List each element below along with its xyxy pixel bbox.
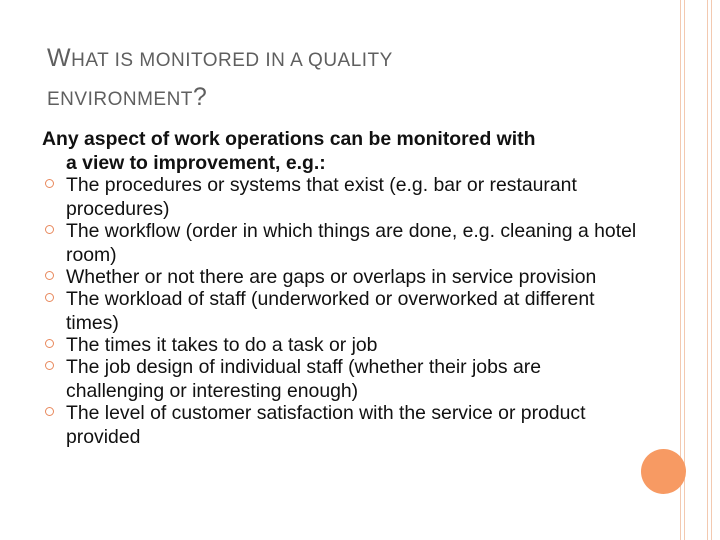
ring-bullet-icon [45, 179, 54, 188]
list-item-text: The job design of individual staff (whether their jobs are challenging or interesting enough) [66, 356, 541, 402]
list-item [42, 333, 642, 357]
list-item [42, 219, 642, 267]
ring-bullet-icon [45, 339, 54, 348]
decorative-circle [641, 449, 686, 494]
title-question-mark: ? [192, 83, 208, 111]
list-item-text: Whether or not there are gaps or overlaps in service provision [66, 266, 597, 288]
decorative-line [707, 0, 708, 540]
list-item-text: The level of customer satisfaction with the service or product provided [66, 402, 586, 448]
decorative-line [711, 0, 712, 540]
list-item [42, 401, 642, 449]
slide-title [47, 40, 627, 118]
list-item-text: The workload of staff (underworked or overworked at different times) [66, 288, 595, 334]
ring-bullet-icon [45, 271, 54, 280]
list-item [42, 355, 642, 403]
list-item-text: The workflow (order in which things are done, e.g. cleaning a hotel room) [66, 220, 637, 266]
ring-bullet-icon [45, 361, 54, 370]
title-line-1 [47, 40, 627, 79]
ring-bullet-icon [45, 407, 54, 416]
title-line-2 [47, 79, 627, 118]
ring-bullet-icon [45, 225, 54, 234]
slide-body [42, 127, 642, 449]
ring-bullet-icon [45, 293, 54, 302]
list-item [42, 173, 642, 221]
list-item [42, 265, 642, 289]
intro-line-1: Any aspect of work operations can be monitored with [42, 128, 536, 150]
title-line-2-text: ENVIRONMENT [47, 89, 193, 110]
list-item-text: The times it takes to do a task or job [66, 334, 378, 356]
intro-paragraph [42, 127, 642, 175]
title-initial: W [47, 44, 72, 72]
list-item-text: The procedures or systems that exist (e.g. bar or restaurant procedures) [66, 174, 577, 220]
intro-line-2: a view to improvement, e.g.: [66, 152, 326, 174]
decorative-line [684, 0, 685, 540]
title-line-1-text: HAT IS MONITORED IN A QUALITY [71, 50, 393, 71]
list-item [42, 287, 642, 335]
bullet-list [42, 173, 642, 449]
